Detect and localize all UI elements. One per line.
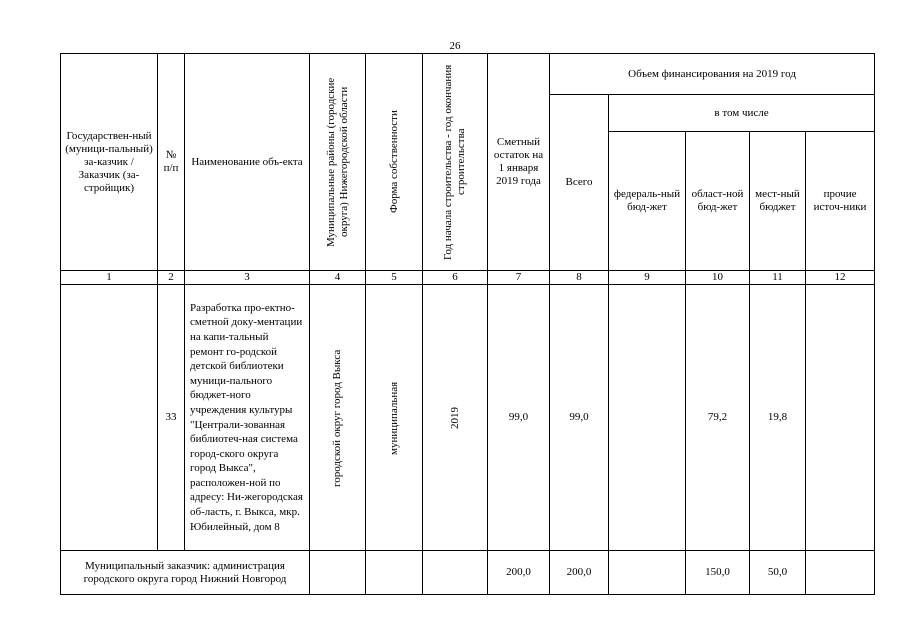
header-including: в том числе [609, 95, 875, 132]
summary-federal [609, 551, 686, 595]
column-number: 1 [61, 271, 158, 285]
row-object-name [185, 285, 310, 551]
row-local: 19,8 [750, 285, 806, 551]
row-number: 33 [158, 285, 185, 551]
summary-row [61, 551, 875, 595]
header-number: № п/п [158, 54, 185, 271]
row-ownership [366, 285, 423, 551]
row-other [806, 285, 875, 551]
column-number: 11 [750, 271, 806, 285]
summary-regional: 150,0 [686, 551, 750, 595]
row-balance: 99,0 [488, 285, 550, 551]
header-ownership [366, 54, 423, 271]
header-ownership-text: Форма собственности [387, 110, 400, 214]
summary-empty [310, 551, 366, 595]
header-regional: област-ной бюд-жет [686, 132, 750, 271]
header-federal: федераль-ный бюд-жет [609, 132, 686, 271]
header-customer: Государствен-ный (муници-пальный) за-казчик / Заказчик (за-стройщик) [61, 54, 158, 271]
summary-label: Муниципальный заказчик: администрация городского округа город Нижний Новгород [61, 551, 310, 595]
header-years-text: Год начала строительства - год окончания строительства [442, 64, 467, 260]
row-total: 99,0 [550, 285, 609, 551]
table-row [61, 285, 875, 551]
header-financing: Объем финансирования на 2019 год [550, 54, 875, 95]
row-object-name-text: Разработка про-ектно-сметной доку-ментации на капи-тальный ремонт го-родской детской библиотеки муници-пального бюджет-ного учреждения культуры "Централи-зованная библиотеч-ная система город-ского округа город Выкса", расположен-ной по адресу: Ни-жегородская об-ласть, г. Выкса, мкр. Юбилейный, дом 8 [190, 301, 303, 533]
summary-other [806, 551, 875, 595]
row-year-text: 2019 [448, 406, 461, 429]
row-ownership-text: муниципальная [387, 380, 400, 455]
summary-empty [423, 551, 488, 595]
column-number: 10 [686, 271, 750, 285]
row-federal [609, 285, 686, 551]
column-number: 5 [366, 271, 423, 285]
column-number: 6 [423, 271, 488, 285]
header-total: Всего [550, 95, 609, 271]
row-year [423, 285, 488, 551]
header-years [423, 54, 488, 271]
column-number: 4 [310, 271, 366, 285]
header-districts [310, 54, 366, 271]
summary-total: 200,0 [550, 551, 609, 595]
header-object-name: Наименование объ-екта [185, 54, 310, 271]
page-number: 26 [449, 40, 461, 52]
column-number: 3 [185, 271, 310, 285]
header-local: мест-ный бюджет [750, 132, 806, 271]
row-district [310, 285, 366, 551]
header-other: прочие источ-ники [806, 132, 875, 271]
summary-balance: 200,0 [488, 551, 550, 595]
row-customer [61, 285, 158, 551]
row-district-text: городской округ город Выкса [331, 348, 343, 487]
column-number: 2 [158, 271, 185, 285]
summary-empty [366, 551, 423, 595]
header-balance: Сметный остаток на 1 января 2019 года [488, 54, 550, 271]
column-number: 12 [806, 271, 875, 285]
column-number: 9 [609, 271, 686, 285]
row-regional: 79,2 [686, 285, 750, 551]
header-districts-text: Муниципальные районы (городские округа) Нижегородской области [324, 77, 350, 247]
column-number: 8 [550, 271, 609, 285]
column-number: 7 [488, 271, 550, 285]
financing-table [60, 53, 875, 595]
summary-local: 50,0 [750, 551, 806, 595]
column-number-row [61, 271, 875, 285]
